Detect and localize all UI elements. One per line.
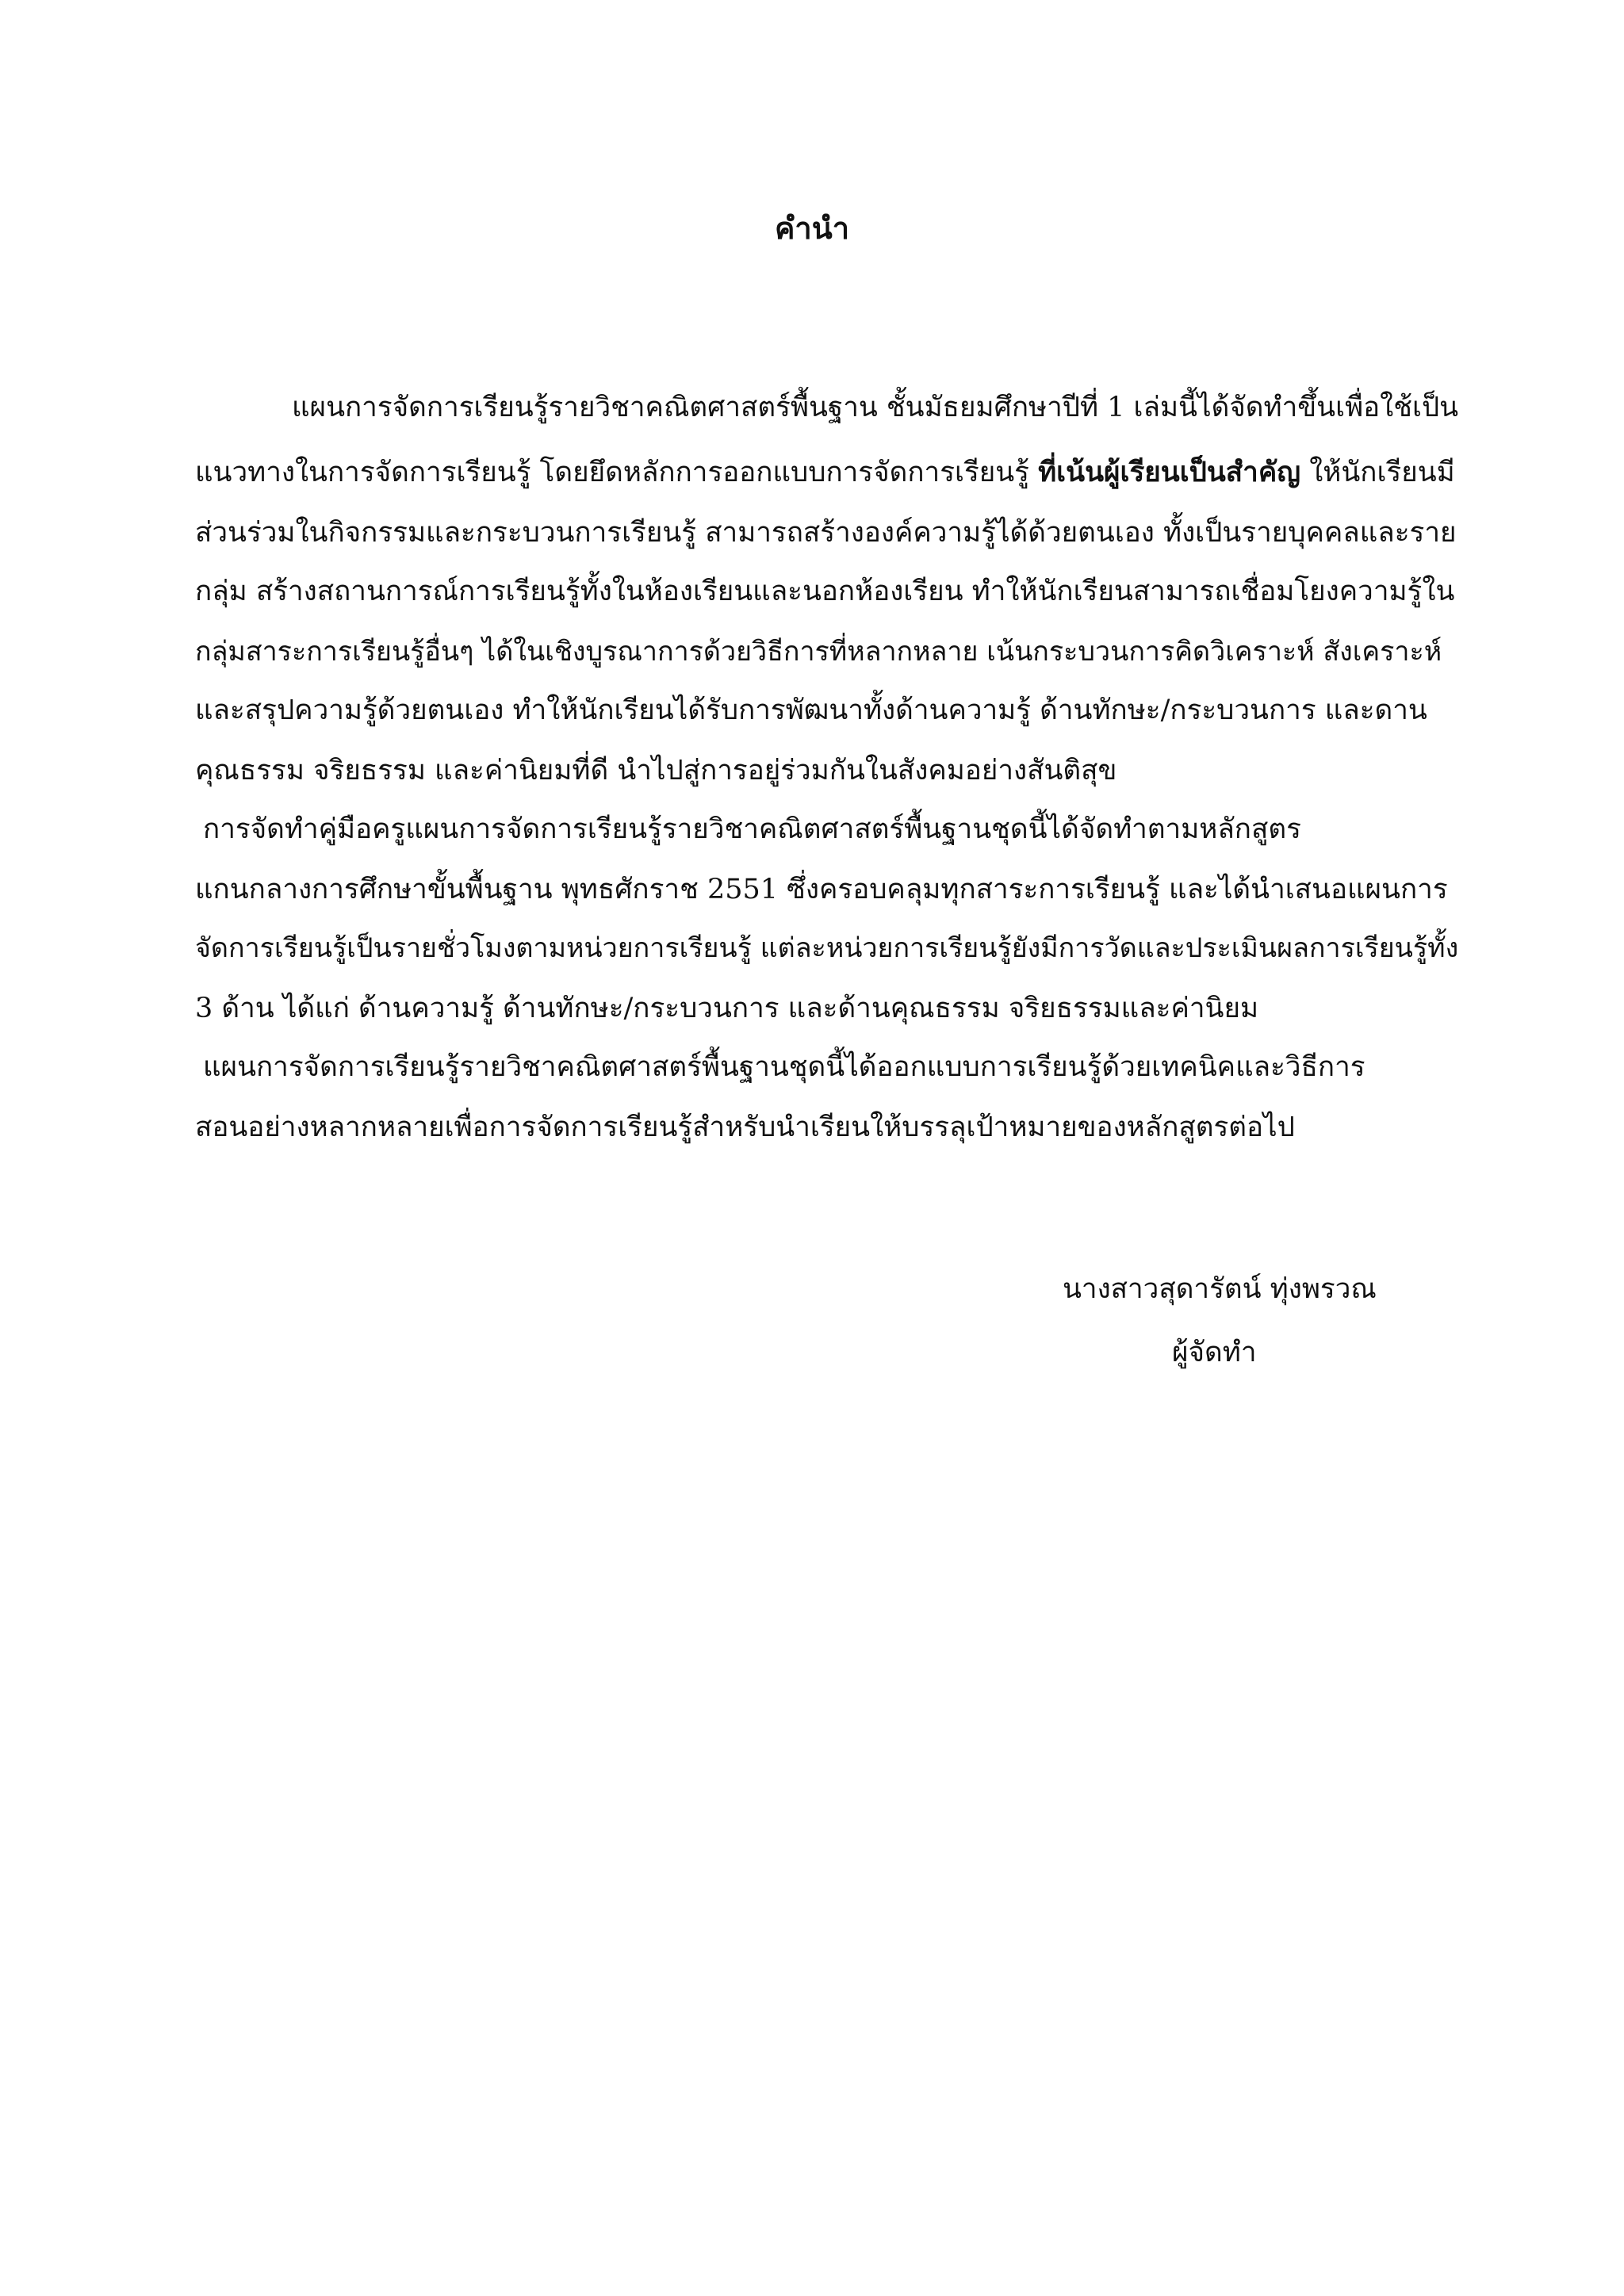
paragraph-line: ส่วนร่วมในกิจกรรมและกระบวนการเรียนรู้ สามารถสร้างองค์ความรู้ได้ด้วยตนเอง ทั้งเป็นรายบุคคลและราย (195, 517, 1457, 549)
signature-role: ผู้จัดทำ (1172, 1337, 1257, 1368)
paragraph-line: แกนกลางการศึกษาขั้นพื้นฐาน พุทธศักราช 2551 ซึ่งครอบคลุมทุกสาระการเรียนรู้ และได้นำเสนอแผนการ (195, 874, 1448, 905)
line-text: ให้นักเรียนมี (1300, 457, 1455, 488)
paragraph-line (195, 452, 1455, 493)
paragraph-line: แผนการจัดการเรียนรู้รายวิชาคณิตศาสตร์พื้นฐาน ชั้นมัธยมศึกษาปีที่ 1 เล่มนี้ได้จัดทำขึ้นเพื่อใช้เป็น (292, 392, 1459, 423)
signature-name: นางสาวสุดารัตน์ ทุ่งพรวณ (1063, 1273, 1377, 1305)
paragraph-line: คุณธรรม จริยธรรม และค่านิยมที่ดี นำไปสู่การอยู่ร่วมกันในสังคมอย่างสันติสุข (195, 755, 1117, 786)
paragraph-line: จัดการเรียนรู้เป็นรายชั่วโมงตามหน่วยการเรียนรู้ แต่ละหน่วยการเรียนรู้ยังมีการวัดและประเมินผลการเรียนรู้ทั้ง (195, 932, 1459, 964)
paragraph-line: 3 ด้าน ได้แก่ ด้านความรู้ ด้านทักษะ/กระบวนการ และด้านคุณธรรม จริยธรรมและค่านิยม (195, 993, 1259, 1024)
line-text: แนวทางในการจัดการเรียนรู้ โดยยึดหลักการออกแบบการจัดการเรียนรู้ (195, 457, 1039, 488)
paragraph-line: กลุ่ม สร้างสถานการณ์การเรียนรู้ทั้งในห้องเรียนและนอกห้องเรียน ทำให้นักเรียนสามารถเชื่อมโยงความรู้ใน (195, 576, 1455, 607)
paragraph-line: สอนอย่างหลากหลายเพื่อการจัดการเรียนรู้สำหรับนำเรียนให้บรรลุเป้าหมายของหลักสูตรต่อไป (195, 1112, 1295, 1143)
paragraph-line: การจัดทำคู่มือครูแผนการจัดการเรียนรู้รายวิชาคณิตศาสตร์พื้นฐานชุดนี้ได้จัดทำตามหลักสูตร (203, 813, 1301, 845)
page-title: คำนำ (774, 210, 850, 246)
paragraph-line: แผนการจัดการเรียนรู้รายวิชาคณิตศาสตร์พื้นฐานชุดนี้ได้ออกแบบการเรียนรู้ด้วยเทคนิคและวิธีการ (203, 1051, 1365, 1083)
paragraph-line: กลุ่มสาระการเรียนรู้อื่นๆ ได้ในเชิงบูรณาการด้วยวิธีการที่หลากหลาย เน้นกระบวนการคิดวิเคราะห์ สังเคราะห์ (195, 636, 1442, 668)
paragraph-line: และสรุปความรู้ด้วยตนเอง ทำให้นักเรียนได้รับการพัฒนาทั้งด้านความรู้ ด้านทักษะ/กระบวนการ และดาน (195, 695, 1427, 726)
emphasis-text: ที่เน้นผู้เรียนเป็นสำคัญ (1038, 456, 1301, 488)
